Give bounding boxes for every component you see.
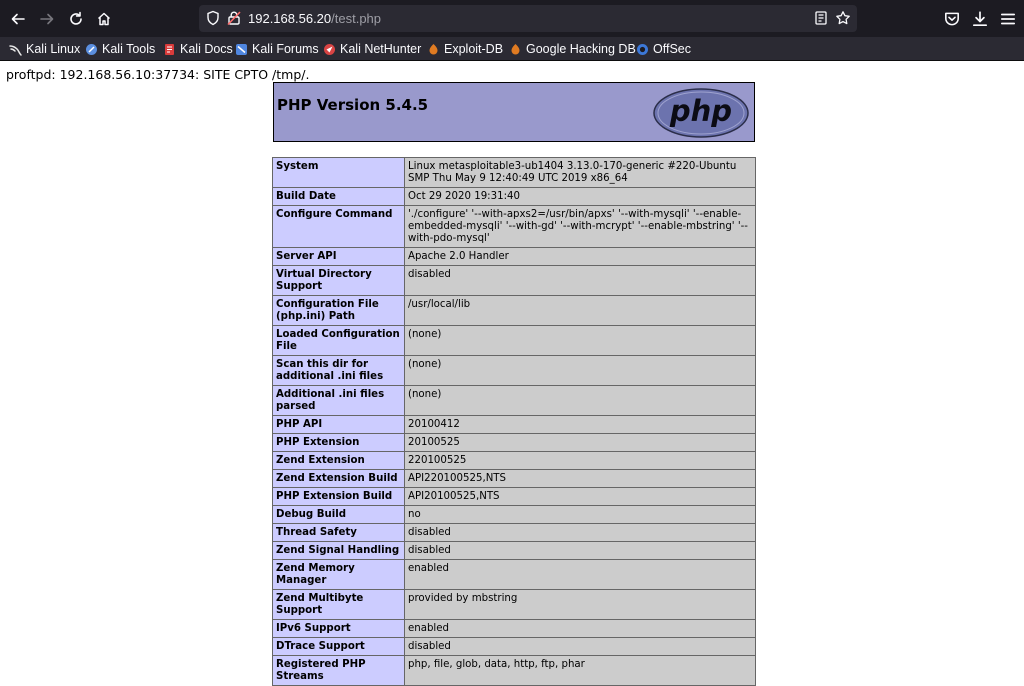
row-label: Build Date [273, 188, 405, 206]
arrow-right-icon [39, 11, 55, 27]
row-label: Debug Build [273, 506, 405, 524]
php-version-header [273, 82, 755, 142]
table-row [273, 386, 756, 416]
table-row [273, 434, 756, 452]
bookmarks-toolbar [0, 37, 1024, 61]
table-row [273, 206, 756, 248]
row-label: PHP Extension Build [273, 488, 405, 506]
table-row [273, 560, 756, 590]
hamburger-menu-icon[interactable] [999, 10, 1017, 28]
kali-tools-icon [85, 43, 98, 56]
proftpd-output-line: proftpd: 192.168.56.10:37734: SITE CPTO /tmp/. [6, 67, 310, 82]
row-label: Zend Multibyte Support [273, 590, 405, 620]
row-label: Zend Memory Manager [273, 560, 405, 590]
home-icon [96, 11, 112, 27]
row-label: DTrace Support [273, 638, 405, 656]
kali-dragon-icon [9, 43, 22, 56]
row-label: System [273, 158, 405, 188]
table-row [273, 296, 756, 326]
row-label: Loaded Configuration File [273, 326, 405, 356]
row-value: enabled [405, 620, 756, 638]
browser-toolbar [0, 0, 1024, 37]
exploit-db-icon [427, 43, 440, 56]
row-value: disabled [405, 542, 756, 560]
downloads-icon[interactable] [971, 10, 989, 28]
row-label: Zend Signal Handling [273, 542, 405, 560]
row-label: Thread Safety [273, 524, 405, 542]
table-row [273, 524, 756, 542]
row-label: Additional .ini files parsed [273, 386, 405, 416]
row-value: (none) [405, 386, 756, 416]
nethunter-icon [323, 43, 336, 56]
table-row [273, 470, 756, 488]
bookmark-kali-nethunter[interactable]: Kali NetHunter [323, 40, 421, 58]
row-value: API220100525,NTS [405, 470, 756, 488]
table-row [273, 590, 756, 620]
kali-forums-icon [235, 43, 248, 56]
row-label: Server API [273, 248, 405, 266]
table-row [273, 638, 756, 656]
row-value: php, file, glob, data, http, ftp, phar [405, 656, 756, 686]
php-logo-icon [652, 87, 750, 139]
php-version-title: PHP Version 5.4.5 [277, 96, 429, 114]
row-label: Configuration File (php.ini) Path [273, 296, 405, 326]
kali-docs-icon [163, 43, 176, 56]
table-row [273, 266, 756, 296]
table-row [273, 656, 756, 686]
bookmark-offsec[interactable]: OffSec [636, 40, 691, 58]
row-label: PHP API [273, 416, 405, 434]
bookmark-kali-docs[interactable]: Kali Docs [163, 40, 233, 58]
forward-button[interactable] [36, 8, 58, 30]
row-label: Zend Extension Build [273, 470, 405, 488]
table-row [273, 326, 756, 356]
table-row [273, 158, 756, 188]
offsec-icon [636, 43, 649, 56]
row-label: Configure Command [273, 206, 405, 248]
table-row [273, 188, 756, 206]
row-value: Apache 2.0 Handler [405, 248, 756, 266]
table-row [273, 506, 756, 524]
row-label: Registered PHP Streams [273, 656, 405, 686]
url-bar[interactable] [199, 5, 857, 32]
php-info-table [272, 157, 756, 686]
shield-icon[interactable] [205, 10, 221, 26]
ghdb-icon [509, 43, 522, 56]
row-value: disabled [405, 266, 756, 296]
row-label: PHP Extension [273, 434, 405, 452]
bookmark-kali-linux[interactable]: Kali Linux [9, 40, 80, 58]
bookmark-google-hacking-db[interactable]: Google Hacking DB [509, 40, 636, 58]
bookmark-star-icon[interactable] [835, 10, 851, 26]
row-value: 220100525 [405, 452, 756, 470]
url-host: 192.168.56.20 [248, 11, 332, 26]
table-row [273, 452, 756, 470]
page-content [0, 61, 1024, 682]
back-button[interactable] [7, 8, 29, 30]
php-info-rows [273, 158, 756, 686]
reader-view-icon[interactable] [813, 10, 829, 26]
row-value: (none) [405, 356, 756, 386]
row-label: IPv6 Support [273, 620, 405, 638]
row-value: 20100525 [405, 434, 756, 452]
row-value: /usr/local/lib [405, 296, 756, 326]
bookmark-exploit-db[interactable]: Exploit-DB [427, 40, 503, 58]
pocket-icon[interactable] [943, 10, 961, 28]
url-text[interactable] [248, 11, 381, 26]
row-value: enabled [405, 560, 756, 590]
arrow-left-icon [10, 11, 26, 27]
row-label: Zend Extension [273, 452, 405, 470]
table-row [273, 248, 756, 266]
row-value: 20100412 [405, 416, 756, 434]
row-value: no [405, 506, 756, 524]
php-logo-text: php [669, 94, 733, 128]
table-row [273, 620, 756, 638]
bookmark-kali-tools[interactable]: Kali Tools [85, 40, 155, 58]
row-value: './configure' '--with-apxs2=/usr/bin/apxs' '--with-mysqli' '--enable-embedded-mysqli' '--with-gd' '--with-mcrypt' '--enable-mbstring' '--with-pdo-mysql' [405, 206, 756, 248]
home-button[interactable] [93, 8, 115, 30]
row-value: Oct 29 2020 19:31:40 [405, 188, 756, 206]
insecure-lock-icon[interactable] [226, 10, 242, 26]
row-value: disabled [405, 638, 756, 656]
row-label: Scan this dir for additional .ini files [273, 356, 405, 386]
row-value: (none) [405, 326, 756, 356]
row-value: API20100525,NTS [405, 488, 756, 506]
row-value: disabled [405, 524, 756, 542]
row-value: provided by mbstring [405, 590, 756, 620]
table-row [273, 488, 756, 506]
url-path: /test.php [331, 11, 382, 26]
row-value: Linux metasploitable3-ub1404 3.13.0-170-generic #220-Ubuntu SMP Thu May 9 12:40:49 UTC 2019 x86_64 [405, 158, 756, 188]
bookmark-kali-forums[interactable]: Kali Forums [235, 40, 319, 58]
table-row [273, 416, 756, 434]
reload-icon [68, 11, 84, 27]
table-row [273, 356, 756, 386]
reload-button[interactable] [65, 8, 87, 30]
row-label: Virtual Directory Support [273, 266, 405, 296]
table-row [273, 542, 756, 560]
